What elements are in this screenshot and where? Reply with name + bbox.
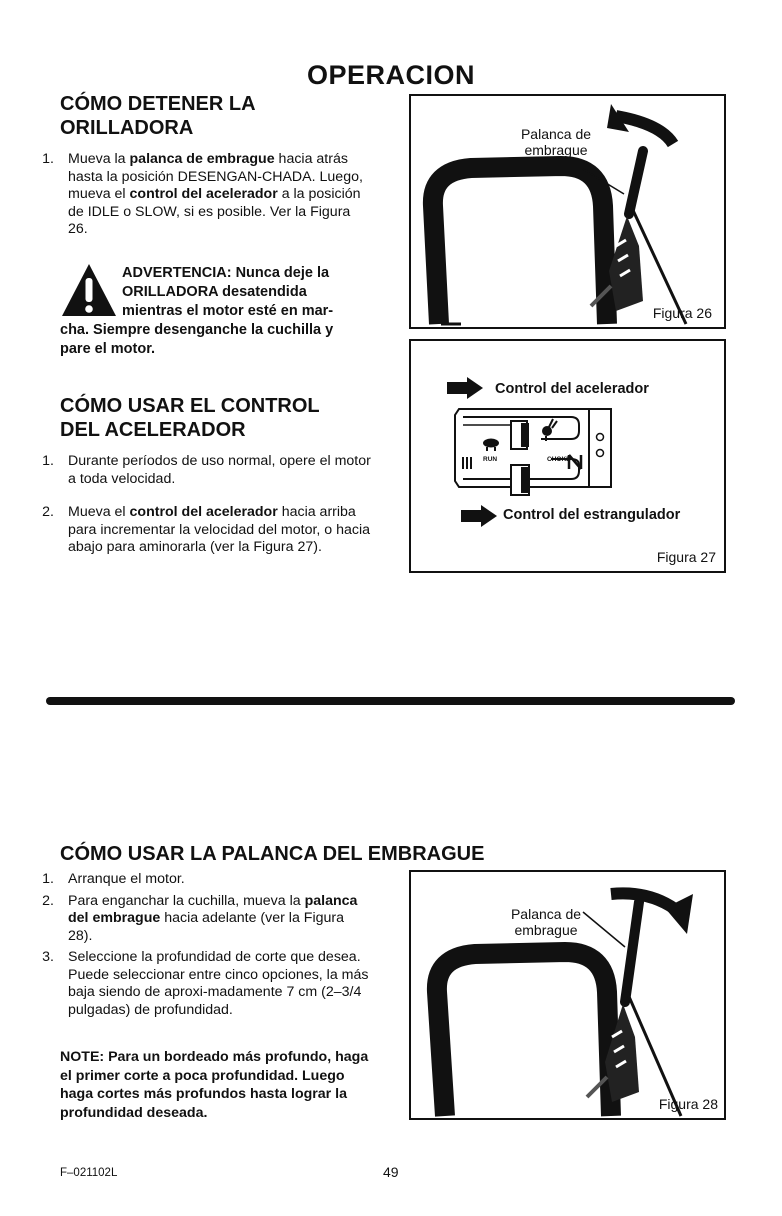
page-title: OPERACION bbox=[306, 60, 476, 90]
warning-line: cha. Siempre desenganche la cuchilla y bbox=[60, 322, 334, 338]
figure-27 bbox=[409, 339, 726, 573]
item-number: 2. bbox=[42, 892, 54, 909]
section-heading: CÓMO USAR LA PALANCA DEL EMBRAGUE bbox=[60, 843, 485, 865]
warning-line: mientras el motor esté en mar- bbox=[122, 303, 334, 319]
section-heading bbox=[60, 394, 390, 442]
item-text: Seleccione la profundidad de corte que desea. Puede seleccionar entre cinco opciones, la más baja siendo de aproxi-madamente 7 cm (2–3/4 pulgadas) de profundidad. bbox=[68, 949, 369, 1018]
section-stop-edger bbox=[60, 92, 390, 140]
figure-label bbox=[491, 126, 621, 158]
item-text: Mueva el bbox=[68, 504, 130, 520]
warning-text-cont bbox=[60, 321, 380, 359]
figure-caption: Figura 26 bbox=[652, 305, 712, 321]
item-text: Arranque el motor. bbox=[68, 871, 185, 887]
list-item bbox=[32, 453, 372, 488]
heading-line: CÓMO USAR EL CONTROL bbox=[60, 395, 320, 417]
item-bold: palanca de embrague bbox=[129, 151, 275, 167]
section-throttle bbox=[60, 394, 390, 442]
figure-26 bbox=[409, 94, 726, 329]
item-text: hacia adelante (ver la Figura 28). bbox=[68, 910, 345, 944]
list-item bbox=[32, 151, 372, 239]
heading-line: CÓMO DETENER LA bbox=[60, 93, 256, 115]
item-number: 1. bbox=[42, 453, 54, 469]
arrow-right-icon bbox=[459, 505, 499, 527]
item-text: Durante períodos de uso normal, opere el motor a toda velocidad. bbox=[68, 453, 371, 487]
heading-line: ORILLADORA bbox=[60, 117, 194, 139]
note-text: NOTE: Para un bordeado más profundo, haga el primer corte a poca profundidad. Luego haga cortes más profundos hasta lograr la profundidad deseada. bbox=[60, 1049, 369, 1121]
list-item bbox=[32, 949, 372, 1019]
throttle-label: Control del acelerador bbox=[495, 381, 649, 397]
stop-steps-list bbox=[32, 151, 372, 255]
list-item bbox=[32, 893, 372, 946]
control-panel-illustration bbox=[451, 401, 621, 501]
figure-caption: Figura 28 bbox=[658, 1096, 718, 1112]
section-divider bbox=[46, 697, 735, 705]
section-clutch bbox=[60, 842, 520, 866]
label-line: embrague bbox=[514, 922, 578, 938]
label-line: Palanca de bbox=[520, 126, 592, 142]
choke-marking: CHOKE bbox=[547, 456, 571, 463]
item-text: a la posición de IDLE o SLOW, si es posible. Ver la Figura 26. bbox=[68, 186, 361, 237]
item-number: 1. bbox=[42, 151, 54, 167]
item-text: hacia atrás hasta la posición DESENGAN-CHADA. Luego, mueva el bbox=[68, 151, 363, 202]
item-bold: control del acelerador bbox=[129, 504, 278, 520]
choke-label: Control del estrangulador bbox=[503, 507, 681, 523]
warning-line: pare el motor. bbox=[60, 341, 156, 357]
figure-28 bbox=[409, 870, 726, 1120]
run-marking: RUN bbox=[483, 456, 498, 463]
figure-caption: Figura 27 bbox=[656, 549, 716, 565]
label-line: embrague bbox=[524, 142, 588, 158]
item-number: 3. bbox=[42, 949, 54, 965]
item-bold: control del acelerador bbox=[129, 186, 278, 202]
arrow-right-icon bbox=[445, 377, 485, 399]
item-text: hacia arriba para incrementar la velocidad del motor, o hacia abajo para aminorarla (ver la Figura 27). bbox=[68, 504, 371, 555]
item-bold: palanca del embrague bbox=[68, 892, 358, 926]
figure-label bbox=[481, 906, 611, 938]
section-heading bbox=[60, 92, 390, 140]
warning-text bbox=[122, 264, 372, 321]
warning-line: ORILLADORA desatendida bbox=[122, 284, 307, 300]
throttle-steps-list bbox=[32, 453, 372, 573]
warning-icon bbox=[60, 262, 118, 318]
footer-code: F–021102L bbox=[60, 1167, 118, 1179]
item-text: Mueva la bbox=[68, 151, 130, 167]
warning-line: ADVERTENCIA: Nunca deje la bbox=[122, 265, 330, 281]
list-item bbox=[32, 504, 372, 557]
item-number: 2. bbox=[42, 504, 54, 520]
list-item bbox=[32, 871, 372, 889]
clutch-steps-list bbox=[32, 871, 372, 1021]
heading-line: DEL ACELERADOR bbox=[60, 419, 246, 441]
label-line: Palanca de bbox=[510, 906, 582, 922]
item-number: 1. bbox=[42, 871, 54, 887]
item-text: Para enganchar la cuchilla, mueva la bbox=[68, 892, 305, 909]
page-number: 49 bbox=[383, 1164, 399, 1180]
